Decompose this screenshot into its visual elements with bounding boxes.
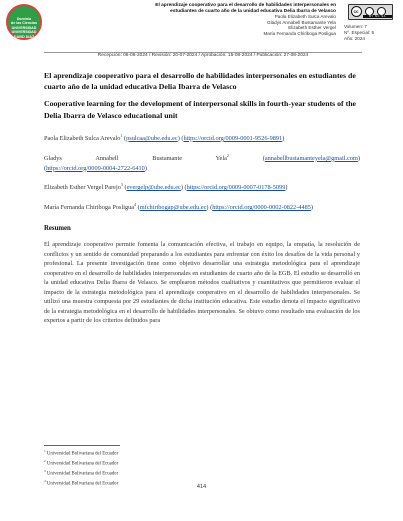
title-english: Cooperative learning for the development of interpersonal skills in fourth-year students of the Delia Ibarra de Velasco educational unit: [44, 99, 357, 120]
author-orcid-link[interactable]: https://orcid.org/0009-0007-0178-5099: [186, 184, 286, 192]
author-4: María Fernanda Chiriboga Posligua$^4$ (mfchiribogap@ube.edu.ec) (https://orcid.org/0000-0002-0822-4485): [44, 202, 313, 212]
running-author-3: Elizabeth Esther Vergel: [288, 25, 336, 31]
author-email-link[interactable]: evergelp@ube.edu.ec: [126, 184, 181, 192]
author-name: Elizabeth Esther Vergel Parejo: [44, 184, 121, 192]
author-name: Paola Elizabeth Sulca Arevalo: [44, 134, 121, 142]
running-title-line-1: El aprendizaje cooperativo para el desarrollo de habilidades interpersonales en: [155, 3, 336, 8]
footnote-3: $^3$ Universidad Bolivariana del Ecuador: [44, 469, 119, 477]
running-author-1: Paola Elizabeth Sulca Arevalo: [274, 14, 336, 20]
running-author-2: Gladys Annabell Bustamante Yela: [267, 19, 336, 25]
journal-logo: Dominio de las Ciencias UNIVERSIDAD UNIVERSIDAD DAVID DIAZ: [6, 4, 42, 40]
volume: Volumen: 7: [344, 24, 367, 29]
running-author-4: María Fernanda Chiriboga Posligua: [263, 30, 336, 36]
author-email-link[interactable]: psulcaa@ube.edu.ec: [126, 134, 178, 142]
author-2-orcid: (https://orcid.org/0009-0004-2722-6410): [44, 164, 147, 172]
author-name: Gladys Annabell Bustamante Yela: [44, 154, 227, 162]
title-spanish: El aprendizaje cooperativo para el desarrollo de habilidades interpersonales en estudiantes de cuarto año de la unidad educativa Delia Ibarra de Velasco: [44, 71, 356, 92]
author-3: Elizabeth Esther Vergel Parejo$^3$ (evergelp@ube.edu.ec) (https://orcid.org/0009-0007-0178-5099): [44, 182, 288, 192]
author-name: María Fernanda Chiriboga Posligua: [44, 204, 135, 212]
running-header: [46, 3, 336, 37]
abstract-text: El aprendizaje cooperativo permite fomenta la comunicación efectiva, el trabajo en equipo, la empatía, la resolución de conflictos y un sentido de comunidad preparando a los estudiantes para enfrentar con éxito los desafíos de la vida personal y profesional. La presente investigación tiene como objetivo desarrollar una estrategia metodológica para el aprendizaje cooperativo en el desarrollo de habilidades interpersonales en estudiantes de cuarto año de la EGB. El estudio se desarrolló en la unidad educativa Delia Ibarra de Velasco. Se emplearon métodos cualitativos y cuantitativos que permitieron evaluar el impacto de la estrategia metodológica para el aprendizaje cooperativo en el desarrollo de habilidades interpersonales. Se utilizó una muestra compuesta por 29 estudiantes de dicha institución educativa. Este estudio denota el impacto significativo de la estrategia metodológica en el desarrollo de habilidades interpersonales. Se obtuvo como resultado una evaluación de los expertos a partir de los criterios definidos para: [44, 241, 360, 325]
author-orcid-link[interactable]: https://orcid.org/0009-0004-2722-6410: [46, 164, 145, 172]
page-number: 414: [196, 484, 207, 490]
author-email-link[interactable]: mfchiribogap@ube.edu.ec: [139, 204, 207, 212]
footnote-1: $^1$ Universidad Bolivariana del Ecuador: [44, 449, 119, 457]
footnotes: [44, 448, 118, 488]
running-title-line-2: estudiantes de cuarto año de la unidad educativa Delia Ibarra de Velasco: [170, 8, 336, 14]
author-email-link[interactable]: annabellbustamanteyela@gmail.com: [264, 154, 358, 162]
author-orcid-link[interactable]: https://orcid.org/0000-0002-0822-4485: [212, 204, 311, 212]
author-2: Gladys Annabell Bustamante Yela$^2$ (annabellbustamanteyela@gmail.com): [44, 152, 361, 162]
issue: Nº. Especial: 5: [344, 29, 375, 35]
volume-info: [344, 24, 399, 41]
author-orcid-link[interactable]: https://orcid.org/0009-0001-9526-9891: [183, 134, 283, 142]
footnote-rule: [44, 445, 120, 446]
page-header: [0, 0, 403, 52]
footnote-4: $^4$ Universidad Bolivariana del Ecuador: [44, 479, 119, 487]
article-body: [44, 70, 360, 326]
license-label: BY NC SA: [363, 15, 392, 18]
article-dates: Recepción: 06-06-2024 / Revisión: 20-07-2024 / Aprobación: 15-08-2024 / Publicación: 27-08-2024: [97, 53, 309, 58]
author-1: Paola Elizabeth Sulca Arevalo$^1$ (psulcaa@ube.edu.ec) (https://orcid.org/0009-0001-9526-9891): [44, 132, 285, 142]
footnote-2: $^2$ Universidad Bolivariana del Ecuador: [44, 459, 119, 467]
cc-icon: cc: [351, 6, 362, 17]
year: Año: 2024: [344, 35, 365, 41]
abstract-heading: Resumen: [44, 225, 71, 233]
creative-commons-badge[interactable]: [348, 4, 393, 20]
